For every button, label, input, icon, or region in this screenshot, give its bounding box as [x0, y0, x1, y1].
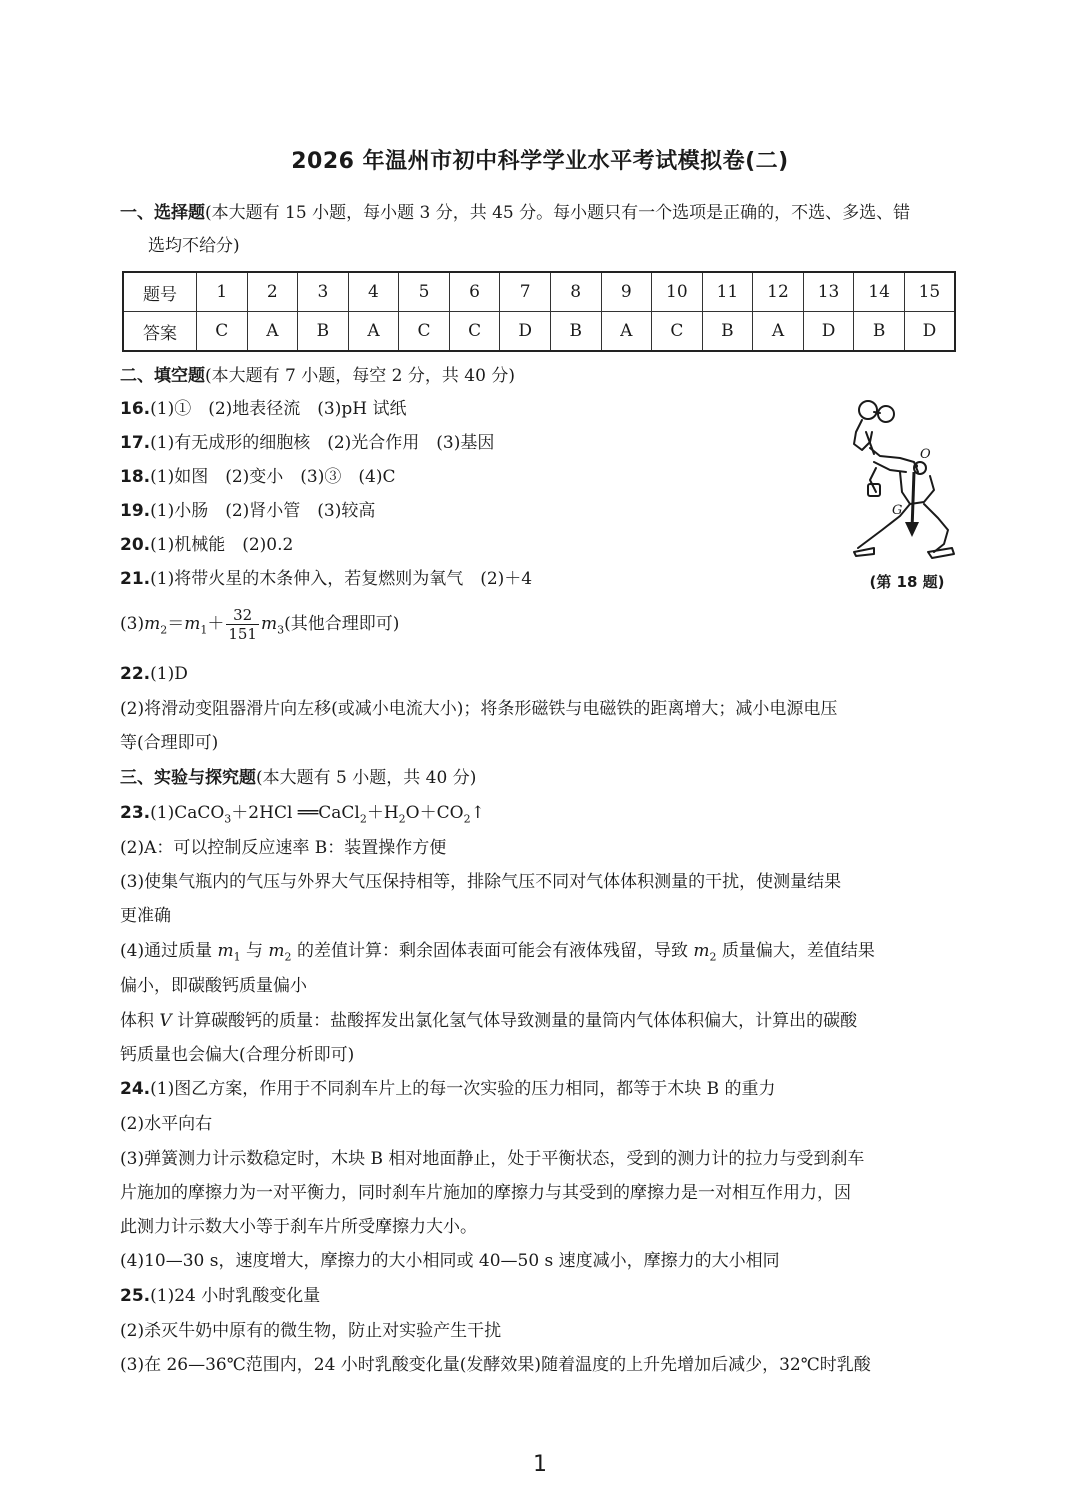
section2-heading-line [120, 366, 965, 386]
text: 计算碳酸钙的质量：盐酸挥发出氯化氢气体导致测量的量筒内气体体积偏大，计算出的碳酸 [171, 1011, 858, 1031]
question-25-part2: (2)杀灭牛奶中原有的微生物，防止对实验产生干扰 [120, 1321, 502, 1341]
table-cell: 14 [854, 272, 905, 312]
table-cell: 10 [652, 272, 703, 312]
question-25 [120, 1286, 965, 1306]
equation-part: O＋CO [405, 803, 464, 823]
table-cell: D [803, 312, 854, 352]
answer-text: (1)D [150, 664, 188, 684]
subscript: 1 [233, 950, 241, 964]
variable-m1: m [184, 614, 201, 634]
table-cell: D [500, 312, 551, 352]
table-row-numbers [123, 272, 955, 312]
question-22 [120, 664, 965, 684]
gravity-arrow-shaft [912, 472, 914, 530]
question-23-part4 [120, 941, 965, 967]
question-number: 19. [120, 501, 151, 521]
section2-desc: (本大题有 7 小题，每空 2 分，共 40 分) [205, 366, 515, 386]
table-cell: A [247, 312, 298, 352]
question-24-part3-cont: 片施加的摩擦力为一对平衡力，同时刹车片施加的摩擦力与其受到的摩擦力是一对相互作用力，因 [120, 1183, 851, 1203]
gravity-arrow-head [905, 522, 919, 537]
section1-line1 [120, 203, 965, 223]
question-24-part3-cont2: 此测力计示数大小等于刹车片所受摩擦力大小。 [120, 1217, 477, 1237]
table-cell: 9 [601, 272, 652, 312]
equation-part: ＋H [366, 803, 399, 823]
table-cell: 11 [702, 272, 753, 312]
equation-part: (1)CaCO [150, 803, 225, 823]
subscript: 2 [359, 812, 367, 826]
table-cell: 13 [803, 272, 854, 312]
section3-desc: (本大题有 5 小题，共 40 分) [256, 768, 477, 788]
variable-m2: m [268, 941, 285, 961]
subscript: 2 [463, 812, 471, 826]
variable-m3: m [260, 614, 278, 634]
question-22-part2: (2)将滑动变阻器滑片向左移(或减小电流大小)；将条形磁铁与电磁铁的距离增大；减小电源电压 [120, 699, 838, 719]
table-cell: 8 [550, 272, 601, 312]
subscript: 2 [160, 623, 168, 637]
table-cell: A [753, 312, 804, 352]
question-23-part2: (2)A：可以控制反应速率 B：装置操作方便 [120, 838, 447, 858]
weightlifter-figure [840, 392, 970, 567]
question-25-part3: (3)在 26—36℃范围内，24 小时乳酸变化量(发酵效果)随着温度的上升先增加后减少，32℃时乳酸 [120, 1355, 871, 1375]
pivot-point [914, 464, 918, 468]
variable-m1: m [217, 941, 234, 961]
question-18 [120, 467, 965, 487]
question-24-part4: (4)10—30 s，速度增大，摩擦力的大小相同或 40—50 s 速度减小，摩擦力的大小相同 [120, 1251, 780, 1271]
gas-arrow-icon: ↑ [470, 803, 485, 823]
question-number: 24. [120, 1079, 151, 1099]
equation-part: ＋2HCl ══CaCl [231, 803, 360, 823]
answer-text: (1)如图 (2)变小 (3)③ (4)C [150, 467, 396, 487]
question-24 [120, 1079, 965, 1099]
question-number: 17. [120, 433, 151, 453]
note-text: (其他合理即可) [284, 614, 400, 634]
question-23-part3: (3)使集气瓶内的气压与外界大气压保持相等，排除气压不同对气体体积测量的干扰，使测量结果 [120, 872, 842, 892]
label-o: O [920, 447, 931, 462]
fraction [226, 606, 259, 643]
table-cell: 15 [904, 272, 955, 312]
question-23-part4-cont: 偏小，即碳酸钙质量偏小 [120, 976, 307, 996]
figure-caption: (第 18 题) [869, 573, 945, 591]
question-number: 18. [120, 467, 151, 487]
label-g: G [892, 503, 903, 518]
text: (4)通过质量 [120, 941, 218, 961]
question-23-part4-cont3: 钙质量也会偏大(合理分析即可) [120, 1045, 355, 1065]
question-number: 21. [120, 569, 151, 589]
subscript: 3 [277, 623, 285, 637]
table-cell: 12 [753, 272, 804, 312]
question-21 [120, 569, 965, 589]
table-cell: D [904, 312, 955, 352]
question-19 [120, 501, 965, 521]
answer-text: (1)将带火星的木条伸入，若复燃则为氧气 (2)＋4 [150, 569, 533, 589]
question-24-part2: (2)水平向右 [120, 1114, 213, 1134]
table-cell: B [854, 312, 905, 352]
table-cell: A [601, 312, 652, 352]
answer-table [122, 271, 956, 352]
variable-m2: m [144, 614, 161, 634]
table-cell: 2 [247, 272, 298, 312]
table-row-answers [123, 312, 955, 352]
question-20 [120, 535, 965, 555]
question-23-part4-cont2 [120, 1011, 965, 1031]
part-label: (3) [120, 614, 145, 634]
table-cell: 4 [348, 272, 399, 312]
section3-heading: 三、实验与探究题 [120, 768, 256, 788]
variable-v: V [159, 1011, 172, 1031]
equals-sign: ＝ [167, 614, 185, 634]
text: 与 [240, 941, 269, 961]
section2-heading: 二、填空题 [120, 366, 205, 386]
section1-desc-line1: (本大题有 15 小题，每小题 3 分，共 45 分。每小题只有一个选项是正确的，不选、多选、错 [205, 203, 911, 223]
table-header-cell: 题号 [123, 272, 197, 312]
question-24-part3: (3)弹簧测力计示数稳定时，木块 B 相对地面静止，处于平衡状态，受到的测力计的拉力与受到刹车 [120, 1149, 865, 1169]
question-23-part3-cont: 更准确 [120, 906, 171, 926]
table-cell: B [298, 312, 349, 352]
answer-text: (1)24 小时乳酸变化量 [150, 1286, 321, 1306]
question-number: 20. [120, 535, 151, 555]
question-16 [120, 399, 965, 419]
fraction-numerator: 32 [226, 606, 259, 625]
table-cell: B [550, 312, 601, 352]
answer-text: (1)小肠 (2)肾小管 (3)较高 [150, 501, 376, 521]
question-22-part2-cont: 等(合理即可) [120, 733, 219, 753]
subscript: 2 [284, 950, 292, 964]
table-cell: C [197, 312, 248, 352]
question-number: 25. [120, 1286, 151, 1306]
subscript: 2 [398, 812, 406, 826]
subscript: 3 [224, 812, 232, 826]
table-cell: 3 [298, 272, 349, 312]
question-23 [120, 803, 965, 829]
fraction-denominator: 151 [228, 625, 257, 643]
table-cell: B [702, 312, 753, 352]
question-number: 16. [120, 399, 151, 419]
text: 质量偏大，差值结果 [716, 941, 875, 961]
question-21-part3 [120, 606, 965, 648]
variable-m2: m [693, 941, 710, 961]
page-title: 2026 年温州市初中科学学业水平考试模拟卷(二) [291, 149, 789, 174]
table-cell: C [399, 312, 450, 352]
answer-text: (1)① (2)地表径流 (3)pH 试纸 [150, 399, 407, 419]
question-number: 22. [120, 664, 151, 684]
table-cell: A [348, 312, 399, 352]
table-header-cell: 答案 [123, 312, 197, 352]
table-cell: 6 [449, 272, 500, 312]
text: 体积 [120, 1011, 160, 1031]
table-cell: C [652, 312, 703, 352]
section1-desc-line2: 选均不给分) [148, 236, 240, 256]
question-17 [120, 433, 965, 453]
table-cell: 5 [399, 272, 450, 312]
subscript: 1 [200, 623, 208, 637]
text: 的差值计算：剩余固体表面可能会有液体残留，导致 [291, 941, 694, 961]
table-cell: 1 [197, 272, 248, 312]
answer-text: (1)有无成形的细胞核 (2)光合作用 (3)基因 [150, 433, 495, 453]
answer-text: (1)图乙方案，作用于不同刹车片上的每一次实验的压力相同，都等于木块 B 的重力 [150, 1079, 776, 1099]
table-cell: C [449, 312, 500, 352]
question-number: 23. [120, 803, 151, 823]
table-cell: 7 [500, 272, 551, 312]
section3-heading-line [120, 768, 965, 788]
subscript: 2 [709, 950, 717, 964]
section1-heading: 一、选择题 [120, 203, 205, 223]
answer-text: (1)机械能 (2)0.2 [150, 535, 294, 555]
plus-sign: ＋ [207, 614, 225, 634]
page-number: 1 [533, 1452, 547, 1477]
